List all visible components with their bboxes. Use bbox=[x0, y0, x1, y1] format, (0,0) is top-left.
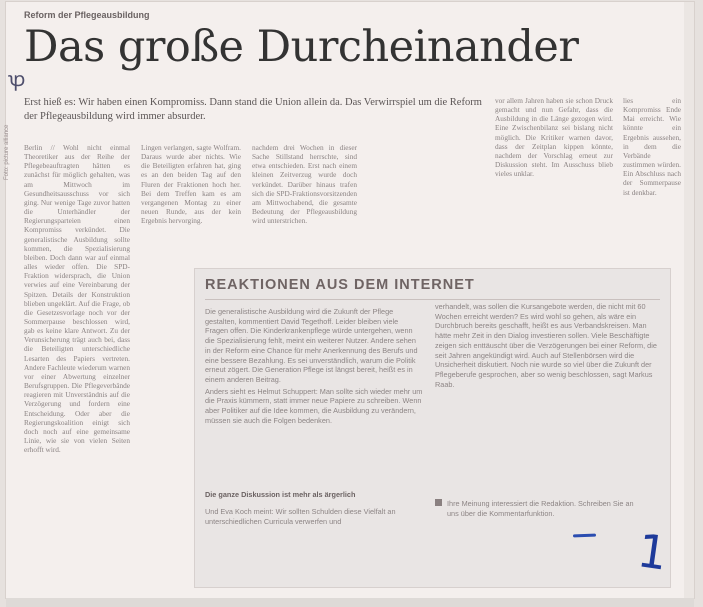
kicker: Reform der Pflegeausbildung bbox=[24, 10, 150, 20]
article-column-4: vor allem Jahren haben sie schon Druck gemacht und nun Gefahr, dass die Ausbildung in die Länge gezogen wird. Eine Zwischenbilanz sei bislang nicht möglich. Die Kritiker warnen davor, dass der Zeitplan kippen könnte, nachdem der Vorschlag erneut zur Diskussion steht. Im Ausschuss blieb vieles unklar. bbox=[495, 96, 613, 179]
handwritten-mark: ꝕ bbox=[8, 67, 26, 91]
box-subhead: Die ganze Diskussion ist mehr als ärgerlich bbox=[205, 490, 356, 499]
article-column-2: Lingen verlangen, sagte Wolfram. Daraus wurde aber nichts. Wie die Beteiligten erfahren hat, ging es an den beiden Tag auf den Fluren der Fraktionen hoch her. Bei dem Treffen kam es am vergangenen Montag zu einer neuen Runde, aus der kein Ergebnis hervorging. bbox=[141, 143, 241, 226]
box-left-text: Die generalistische Ausbildung wird die Zukunft der Pflege gestalten, kommentiert David Tegethoff. Leider bleiben viele Fragen offen. Die Kinderkrankenpflege würde untergehen, wenn die Spezialisierung fehlt, meint ein weiterer Nutzer. Andere sehen in der Reform eine Chance für mehr Anerkennung des Berufs und eine bessere Bezahlung. Es sei unverständlich, warum die Politik erneut zögert. Die Generation Pflege ist längst bereit, heißt es in einem anderen Beitrag. bbox=[205, 307, 418, 384]
internet-reactions-box bbox=[194, 268, 671, 588]
box-title: REAKTIONEN AUS DEM INTERNET bbox=[205, 277, 475, 293]
page-edge bbox=[684, 2, 694, 598]
article-column-1: Berlin // Wohl nicht einmal Theoretiker aus der Reihe der Pflegebeauftragten hätten es zunächst für möglich gehalten, was am Mittwoch im Gesundheitsausschuss vor sich ging. Nur wenige Tage zuvor hatten die Unterhändler der Regierungsparteien einen Kompromiss verkündet. Die generalistische Ausbildung sollte kommen, die Spezialisierung bleiben. Doch dann war auf einmal alles wieder offen. Die SPD-Fraktion widersprach, die Union verwies auf eine Vereinbarung der Spitzen. Details der Konstruktion blieben ungeklärt. Auf die Frage, ob die Gesetzesvorlage noch vor der Sommerpause beschlossen wird, gab es keine klare Antwort. Zu der Verunsicherung trägt auch bei, dass die Beteiligten unterschiedliche Lesarten des Papiers vertreten. Andere Fachleute wiederum warnen vor einer Abwertung einzelner Berufsgruppen. Die Pflegeverbände reagieren mit Unverständnis auf die Verzögerung und fordern eine Entscheidung. Oder aber die Regierungskoalition einigt sich doch noch auf eine gemeinsame Linie, wie sie von vielen Seiten erhofft wird. bbox=[24, 143, 130, 455]
reader-note-text: Ihre Meinung interessiert die Redaktion. Schreiben Sie an uns über die Kommentarfunktion. bbox=[447, 499, 634, 518]
photo-credit: Foto: picture alliance bbox=[4, 124, 10, 180]
box-bottom-text: Und Eva Koch meint: Wir sollten Schulden diese Vielfalt an unterschiedlichen Curricula verwerfen und bbox=[205, 507, 396, 526]
box-left-text-2: Anders sieht es Helmut Schuppert: Man sollte sich wieder mehr um die Praxis kümmern, statt immer neue Papiere zu schreiben. Wenn aber Politiker auf die Idee kommen, die Ausbildung zu verändern, müssen sie auch die Folgen bedenken. bbox=[205, 386, 423, 425]
article-column-5: lies ein Kompromiss Ende Mai erreicht. Wie könnte ein Ergebnis aussehen, in dem die Verbände zustimmen würden. Ein Abschluss nach der Sommerpause ist denkbar. bbox=[623, 96, 681, 197]
lead-paragraph: Erst hieß es: Wir haben einen Kompromiss. Dann stand die Union allein da. Das Verwirrspiel um die Reform der Pflegeausbildung wird immer absurder. bbox=[24, 97, 482, 122]
scan-bottom-edge bbox=[6, 598, 694, 607]
box-left-column bbox=[205, 307, 423, 425]
square-bullet-icon bbox=[435, 499, 442, 506]
box-divider bbox=[205, 299, 660, 300]
handwritten-page-number: 1 bbox=[634, 523, 671, 581]
box-right-column: verhandelt, was sollen die Kursangebote werden, die nicht mit 60 Wochen erreicht werden? Es wird wohl so gehen, als wäre ein Durchbruch bereits geschafft, heißt es aus Verbandskreisen. Man hätte mehr Zeit in den Dialog investieren sollen. Viele Beschäftigte zeigen sich enttäuscht über die Verzögerungen bei einer Reform, die seit Jahren angekündigt wird. Auch auf Stellenbörsen wird die Unsicherheit diskutiert. Noch nie wurde so viel über die Zukunft der Pflegeberufe gesprochen, aber so wenig beschlossen, sagt Markus Raab. bbox=[435, 302, 657, 389]
article-column-3: nachdem drei Wochen in dieser Sache Stillstand herrschte, sind etwa entschieden. Erst nach einem kleinen Zeitverzug wurde doch verkündet. Darüber hinaus trafen sich die SPD-Fraktionsvorsitzenden am Mittwochabend, die gesamte Bedeutung der Pflegeausbildung wird unterstrichen. bbox=[252, 143, 357, 226]
headline: Das große Durcheinander bbox=[24, 22, 579, 72]
